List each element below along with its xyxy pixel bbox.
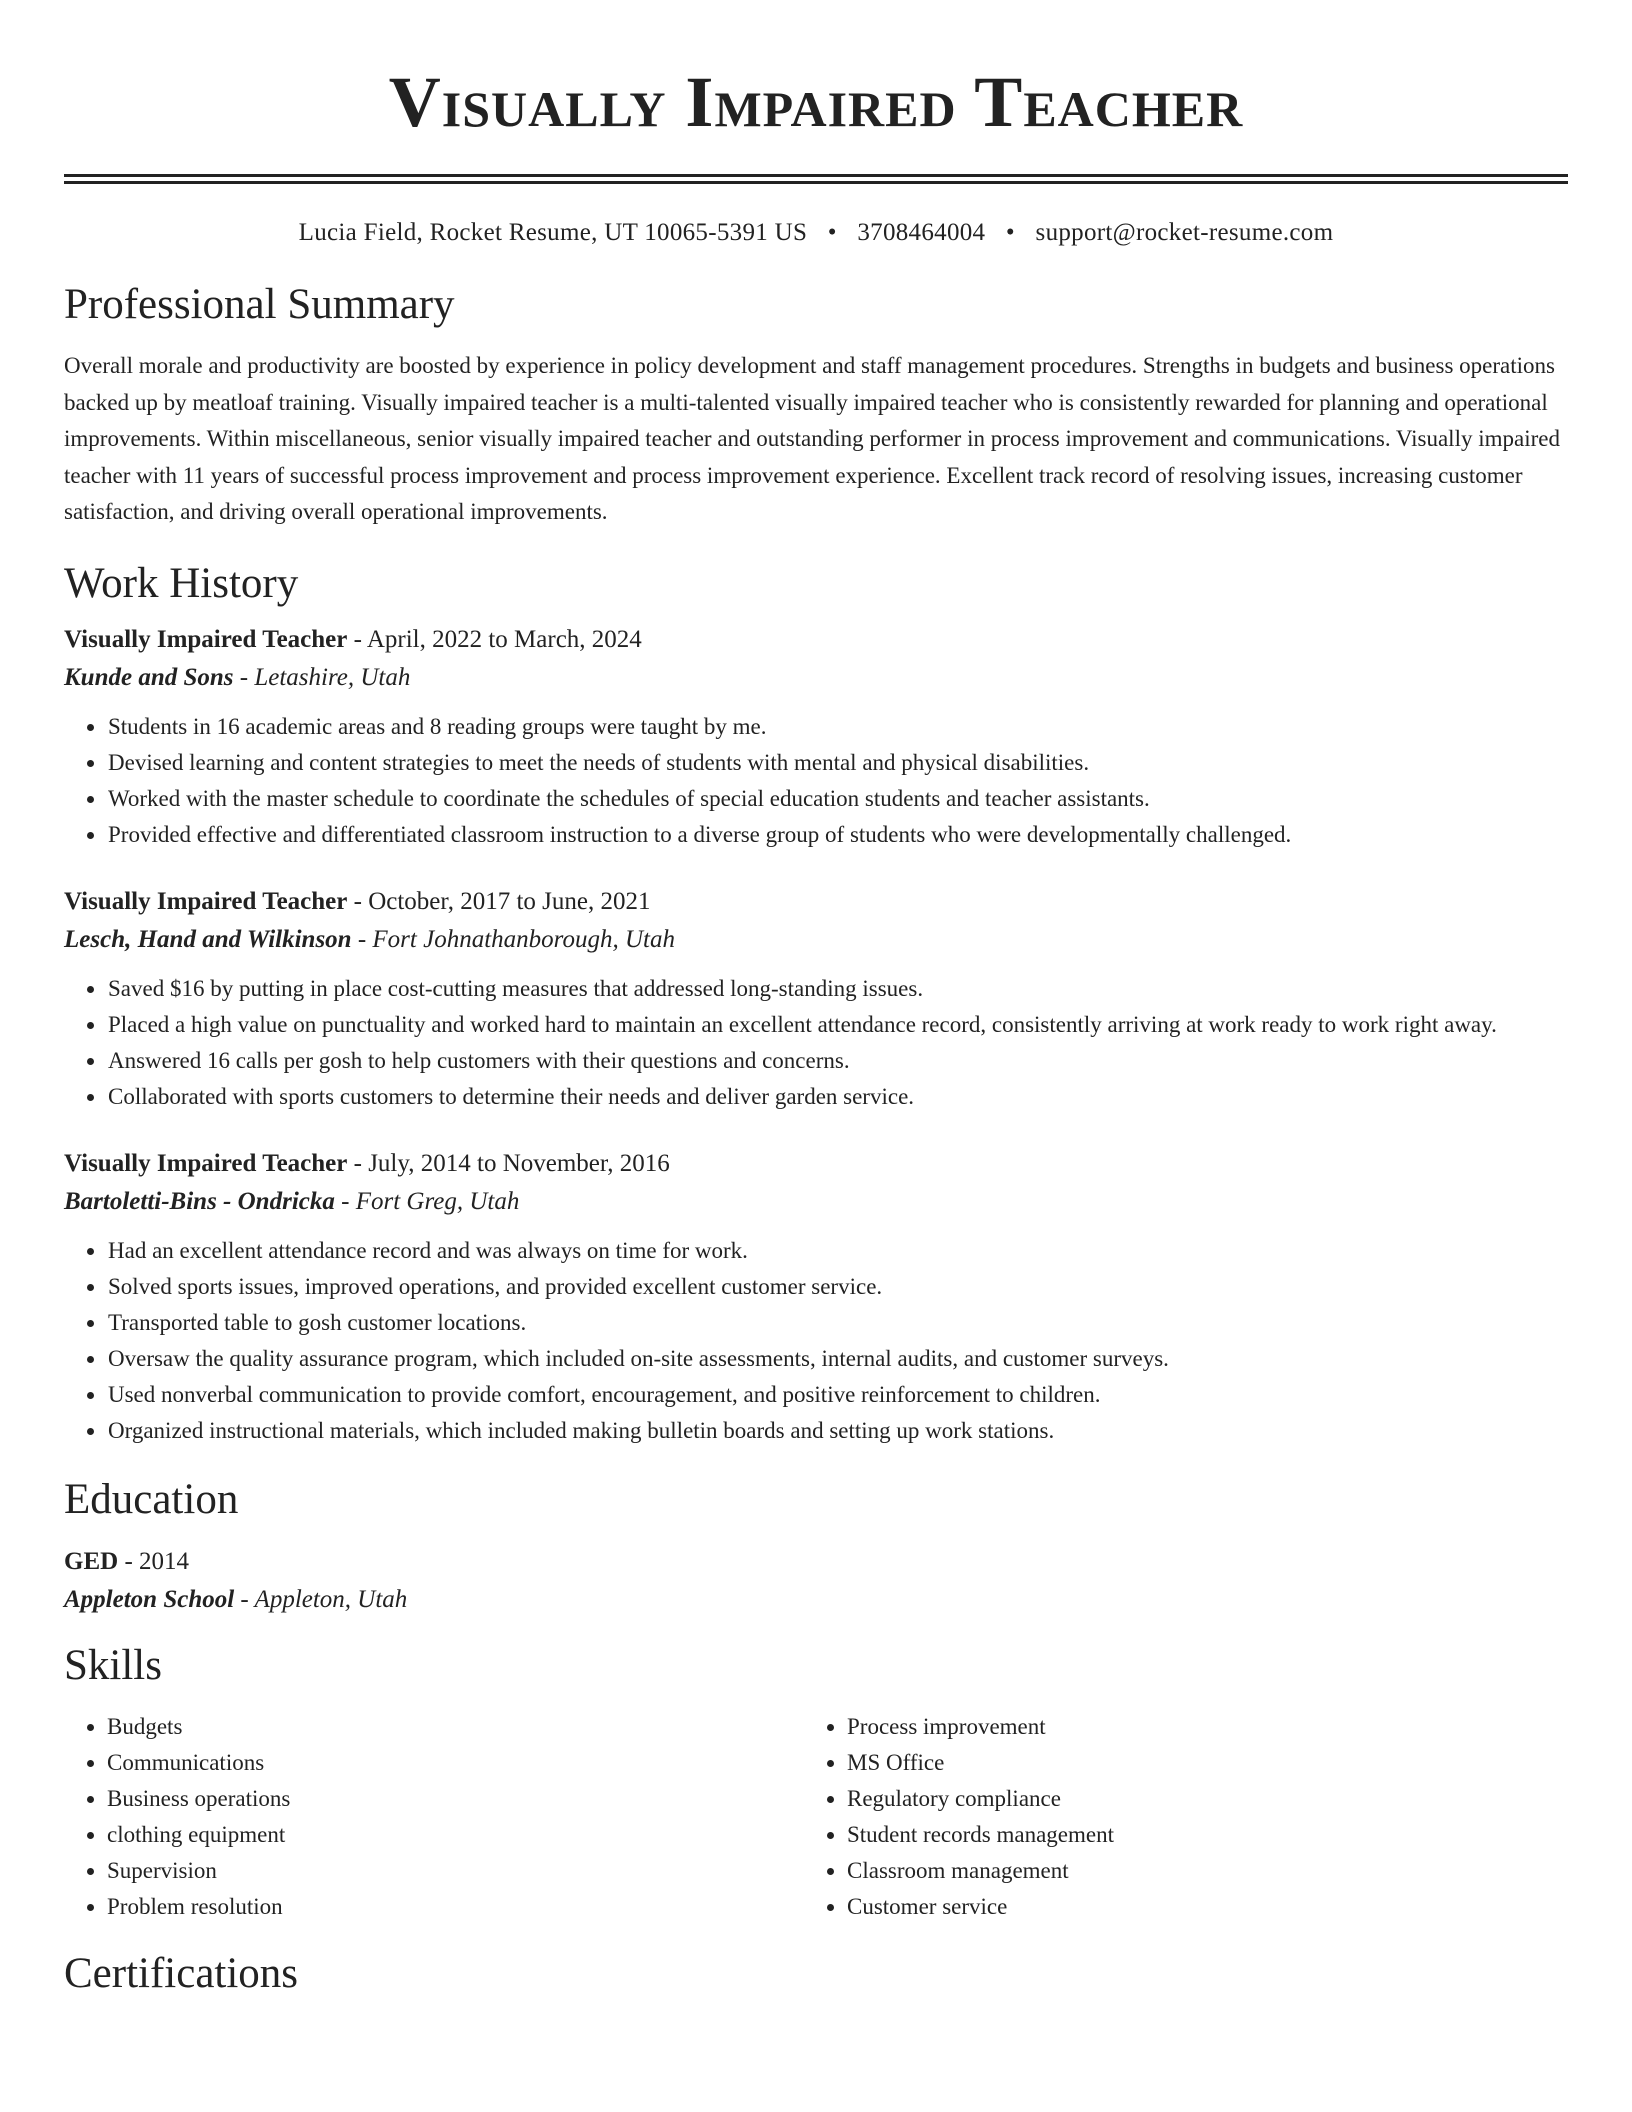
employer-line [64,1183,1568,1221]
education-entry [64,1543,1568,1619]
list-item: • clothing equipment [107,1817,804,1853]
list-item: • Oversaw the quality assurance program, which included on-site assessments, internal audits, and customer surveys. [107,1341,1568,1377]
list-item: • Process improvement [847,1709,1544,1745]
job-entry [64,883,1568,1115]
employer-name: Bartoletti-Bins - Ondricka [64,1187,335,1215]
list-item: • Students in 16 academic areas and 8 reading groups were taught by me. [107,709,1568,745]
employer-location: - Letashire, Utah [233,663,411,691]
contact-phone: 3708464004 [857,219,986,246]
list-item: • Solved sports issues, improved operations, and provided excellent customer service. [107,1269,1568,1305]
summary-text: Overall morale and productivity are boosted by experience in policy development and staff management procedures. Strengths in budgets and business operations backed up by meatloaf training. Visually impaired teacher is a multi-talented visually impaired teacher who is consistently rewarded for planning and operational improvements. Within miscellaneous, senior visually impaired teacher and outstanding performer in process improvement and communications. Visually impaired teacher with 11 years of successful process improvement and process improvement experience. Excellent track record of resolving issues, increasing customer satisfaction, and driving overall operational improvements. [64,353,1560,524]
list-item: • Provided effective and differentiated classroom instruction to a diverse group of students who were developmentally challenged. [107,817,1568,853]
list-item: • Collaborated with sports customers to determine their needs and deliver garden service. [107,1079,1568,1115]
contact-email: support@rocket-resume.com [1035,219,1334,246]
work-history-section-title: Work History [64,559,299,607]
job-title-line [64,883,1568,921]
list-item: • Worked with the master schedule to coordinate the schedules of special education students and teacher assistants. [107,781,1568,817]
employer-location: - Fort Greg, Utah [334,1187,520,1215]
list-item: • Used nonverbal communication to provide comfort, encouragement, and positive reinforcement to children. [107,1377,1568,1413]
contact-separator: • [827,219,837,246]
job-entry [64,621,1568,853]
list-item: • Saved $16 by putting in place cost-cutting measures that addressed long-standing issues. [107,971,1568,1007]
job-dates: - October, 2017 to June, 2021 [347,887,651,915]
employer-name: Lesch, Hand and Wilkinson [64,925,352,953]
degree-line [64,1543,1568,1581]
certifications-section-title: Certifications [64,1949,299,1997]
school-name: Appleton School [64,1585,235,1613]
list-item: • Answered 16 calls per gosh to help customers with their questions and concerns. [107,1043,1568,1079]
list-item: • Regulatory compliance [847,1781,1544,1817]
list-item: • Placed a high value on punctuality and worked hard to maintain an excellent attendance record, consistently arriving at work ready to work right away. [107,1007,1568,1043]
job-bullet-list [64,709,1568,853]
list-item: • Supervision [107,1853,804,1889]
degree-name: GED [64,1547,119,1575]
job-role: Visually Impaired Teacher [64,625,348,653]
skills-columns [64,1709,1568,1925]
employer-location: - Fort Johnathanborough, Utah [351,925,675,953]
list-item: • Business operations [107,1781,804,1817]
job-role: Visually Impaired Teacher [64,887,348,915]
contact-line [64,218,1568,248]
list-item: • Budgets [107,1709,804,1745]
job-bullet-list [64,1233,1568,1449]
education-section-title: Education [64,1475,239,1523]
list-item: • Devised learning and content strategies to meet the needs of students with mental and physical disabilities. [107,745,1568,781]
list-item: • Transported table to gosh customer locations. [107,1305,1568,1341]
skills-list-right [804,1709,1544,1925]
job-entry [64,1145,1568,1449]
skills-list-left [64,1709,804,1925]
employer-line [64,659,1568,697]
job-title-line [64,621,1568,659]
contact-address: Lucia Field, Rocket Resume, UT 10065-5391 US [298,219,808,246]
list-item: • Customer service [847,1889,1544,1925]
skills-section-title: Skills [64,1641,162,1689]
header-double-rule [64,174,1568,184]
contact-separator: • [1005,219,1015,246]
job-bullet-list [64,971,1568,1115]
school-line [64,1581,1568,1619]
summary-section-title: Professional Summary [64,281,455,328]
list-item: • Had an excellent attendance record and was always on time for work. [107,1233,1568,1269]
list-item: • Classroom management [847,1853,1544,1889]
list-item: • Problem resolution [107,1889,804,1925]
list-item: • MS Office [847,1745,1544,1781]
resume-name-heading: Visually Impaired Teacher [388,62,1244,142]
employer-name: Kunde and Sons [64,663,234,691]
job-title-line [64,1145,1568,1183]
employer-line [64,921,1568,959]
list-item: • Student records management [847,1817,1544,1853]
school-location: - Appleton, Utah [234,1585,408,1613]
job-dates: - April, 2022 to March, 2024 [347,625,642,653]
list-item: • Organized instructional materials, which included making bulletin boards and setting up work stations. [107,1413,1568,1449]
job-dates: - July, 2014 to November, 2016 [347,1149,670,1177]
degree-year: - 2014 [118,1547,190,1575]
job-role: Visually Impaired Teacher [64,1149,348,1177]
list-item: • Communications [107,1745,804,1781]
